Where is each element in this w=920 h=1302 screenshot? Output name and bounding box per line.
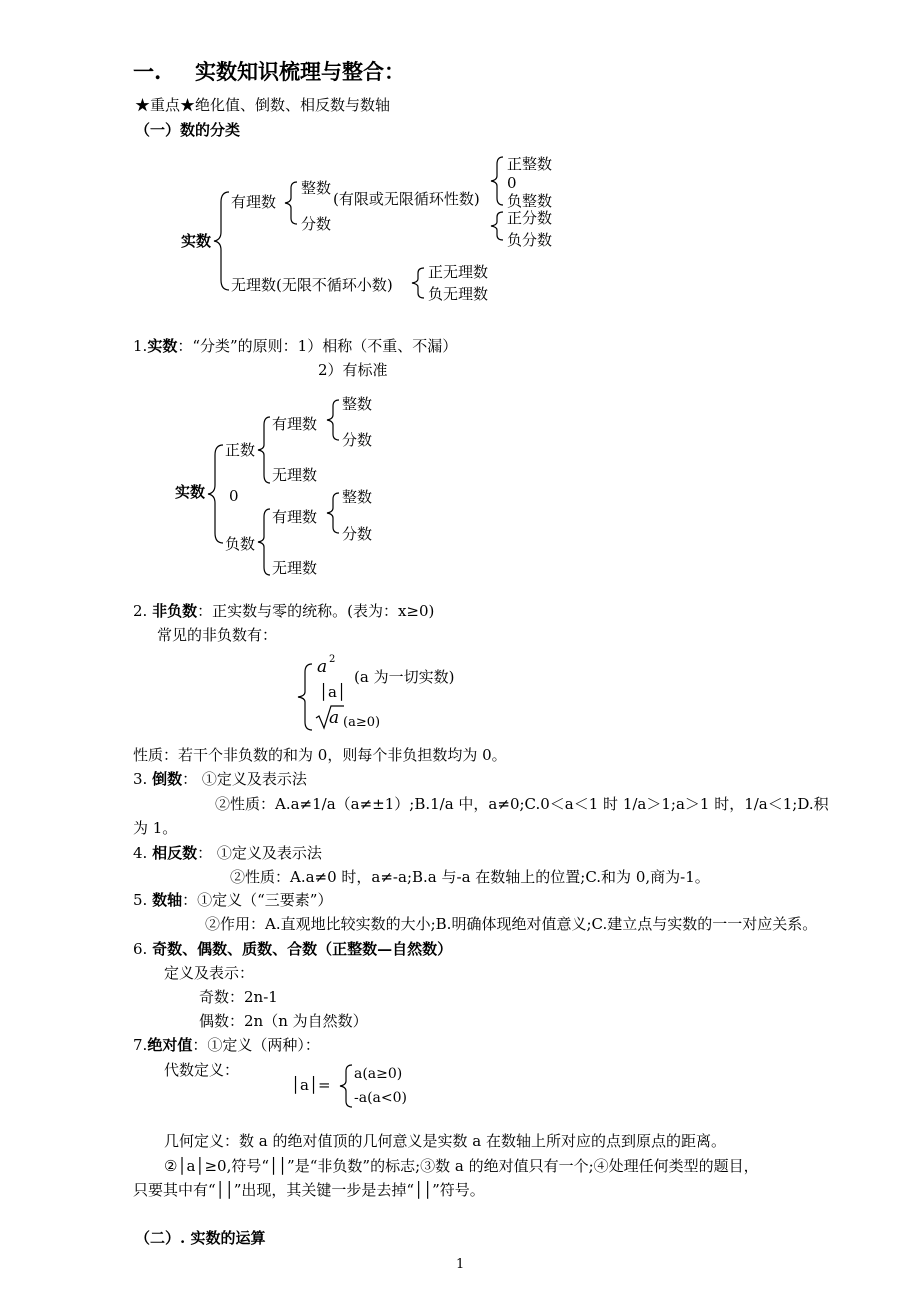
brace-icon xyxy=(296,662,316,732)
tree2-root: 实数 xyxy=(175,483,206,501)
tree2-fraction-negative: 分数 xyxy=(342,525,373,543)
tree1-negative-fraction: 负分数 xyxy=(507,231,553,249)
formula-abs-lhs: │a│= xyxy=(291,1076,331,1094)
tree2-integer-positive: 整数 xyxy=(342,395,373,413)
tree1-rational-note: (有限或无限循环性数) xyxy=(333,190,480,208)
tree2-rational-negative: 有理数 xyxy=(272,508,318,526)
page-number: 1 xyxy=(456,1257,465,1272)
tree1-positive-integer: 正整数 xyxy=(507,155,553,173)
brace-icon xyxy=(213,190,233,294)
brace-icon xyxy=(489,210,507,242)
item7-algebraic-definition: 代数定义： xyxy=(164,1061,240,1079)
tree2-negative: 负数 xyxy=(225,535,256,553)
tree1-rational: 有理数 xyxy=(231,193,277,211)
item2-line: 2. 非负数：正实数与零的统称。(表为：x≥0) xyxy=(133,602,435,620)
item6-odd: 奇数：2n-1 xyxy=(199,988,278,1006)
tree2-rational-positive: 有理数 xyxy=(272,415,318,433)
brace-icon xyxy=(325,398,343,442)
item4-line: 4. 相反数： ①定义及表示法 xyxy=(133,844,322,862)
item6-line: 6. 奇数、偶数、质数、合数（正整数—自然数） xyxy=(133,940,453,958)
item7-property-line: ②│a│≥0,符号“││”是“非负数”的标志;③数 a 的绝对值只有一个;④处理任何类型的题目， xyxy=(164,1157,759,1175)
item5-line: 5. 数轴：①定义（“三要素”） xyxy=(133,891,333,909)
brace-icon xyxy=(410,266,428,300)
item7-property-line2: 只要其中有“││”出现，其关键一步是去掉“││”符号。 xyxy=(133,1181,485,1199)
formula-abs-a: │a│ xyxy=(319,683,347,701)
tree1-negative-irrational: 负无理数 xyxy=(428,285,489,303)
item1-line: 1.实数：“分类”的原则：1）相称（不重、不漏） xyxy=(133,337,458,355)
formula-exponent: 2 xyxy=(329,654,336,665)
item2-common: 常见的非负数有： xyxy=(157,626,278,644)
formula-case-nonnegative: a(a≥0) xyxy=(354,1066,403,1082)
item3-line2: ②性质：A.a≠1/a（a≠±1）;B.1/a 中，a≠0;C.0＜a＜1 时 1/a＞1;a＞1 时，1/a＜1;D.积 xyxy=(215,795,829,813)
tree1-positive-fraction: 正分数 xyxy=(507,209,553,227)
tree1-integer: 整数 xyxy=(301,179,332,197)
tree1-negative-integer: 负整数 xyxy=(507,192,553,210)
tree2-positive: 正数 xyxy=(225,441,256,459)
item5-line2: ②作用：A.直观地比较实数的大小;B.明确体现绝对值意义;C.建立点与实数的一一对应关系。 xyxy=(205,915,818,933)
brace-icon xyxy=(207,443,227,547)
tree1-positive-irrational: 正无理数 xyxy=(428,263,489,281)
property-line: 性质：若干个非负数的和为 0，则每个非负担数均为 0。 xyxy=(133,746,507,764)
section1-title: （一）数的分类 xyxy=(135,121,241,139)
tree1-zero: 0 xyxy=(507,174,517,192)
brace-icon xyxy=(325,491,343,535)
tree2-fraction-positive: 分数 xyxy=(342,431,373,449)
item7-line: 7.绝对值：①定义（两种）： xyxy=(133,1036,320,1054)
formula-sqrt-a: a xyxy=(329,708,340,728)
heading-number: 一. xyxy=(133,59,162,84)
item7-geometric-definition: 几何定义：数 a 的绝对值顶的几何意义是实数 a 在数轴上所对应的点到原点的距离。 xyxy=(164,1132,726,1150)
item1-line2: 2）有标准 xyxy=(318,361,388,379)
formula-note: (a 为一切实数) xyxy=(354,668,455,686)
tree1-root: 实数 xyxy=(181,232,212,250)
item3-line3: 为 1。 xyxy=(133,819,178,837)
focus-line: ★重点★绝化值、倒数、相反数与数轴 xyxy=(135,96,391,114)
tree2-irrational-negative: 无理数 xyxy=(272,559,318,577)
tree2-integer-negative: 整数 xyxy=(342,488,373,506)
brace-icon xyxy=(489,155,507,207)
tree1-irrational: 无理数(无限不循环小数) xyxy=(231,276,393,294)
formula-sqrt-condition: (a≥0) xyxy=(343,715,381,730)
formula-a-squared: a xyxy=(317,657,328,677)
brace-icon xyxy=(283,180,301,226)
section2-title: （二）. 实数的运算 xyxy=(135,1229,266,1247)
item6-definition: 定义及表示： xyxy=(164,964,255,982)
page-title: 实数知识梳理与整合： xyxy=(195,59,405,84)
tree2-zero: 0 xyxy=(229,487,239,505)
item6-even: 偶数：2n（n 为自然数） xyxy=(199,1012,368,1030)
item3-line: 3. 倒数： ①定义及表示法 xyxy=(133,770,307,788)
item4-line2: ②性质：A.a≠0 时，a≠-a;B.a 与-a 在数轴上的位置;C.和为 0,商为-1。 xyxy=(230,868,710,886)
tree2-irrational-positive: 无理数 xyxy=(272,466,318,484)
formula-case-negative: -a(a<0) xyxy=(354,1090,407,1106)
tree1-fraction: 分数 xyxy=(301,215,332,233)
